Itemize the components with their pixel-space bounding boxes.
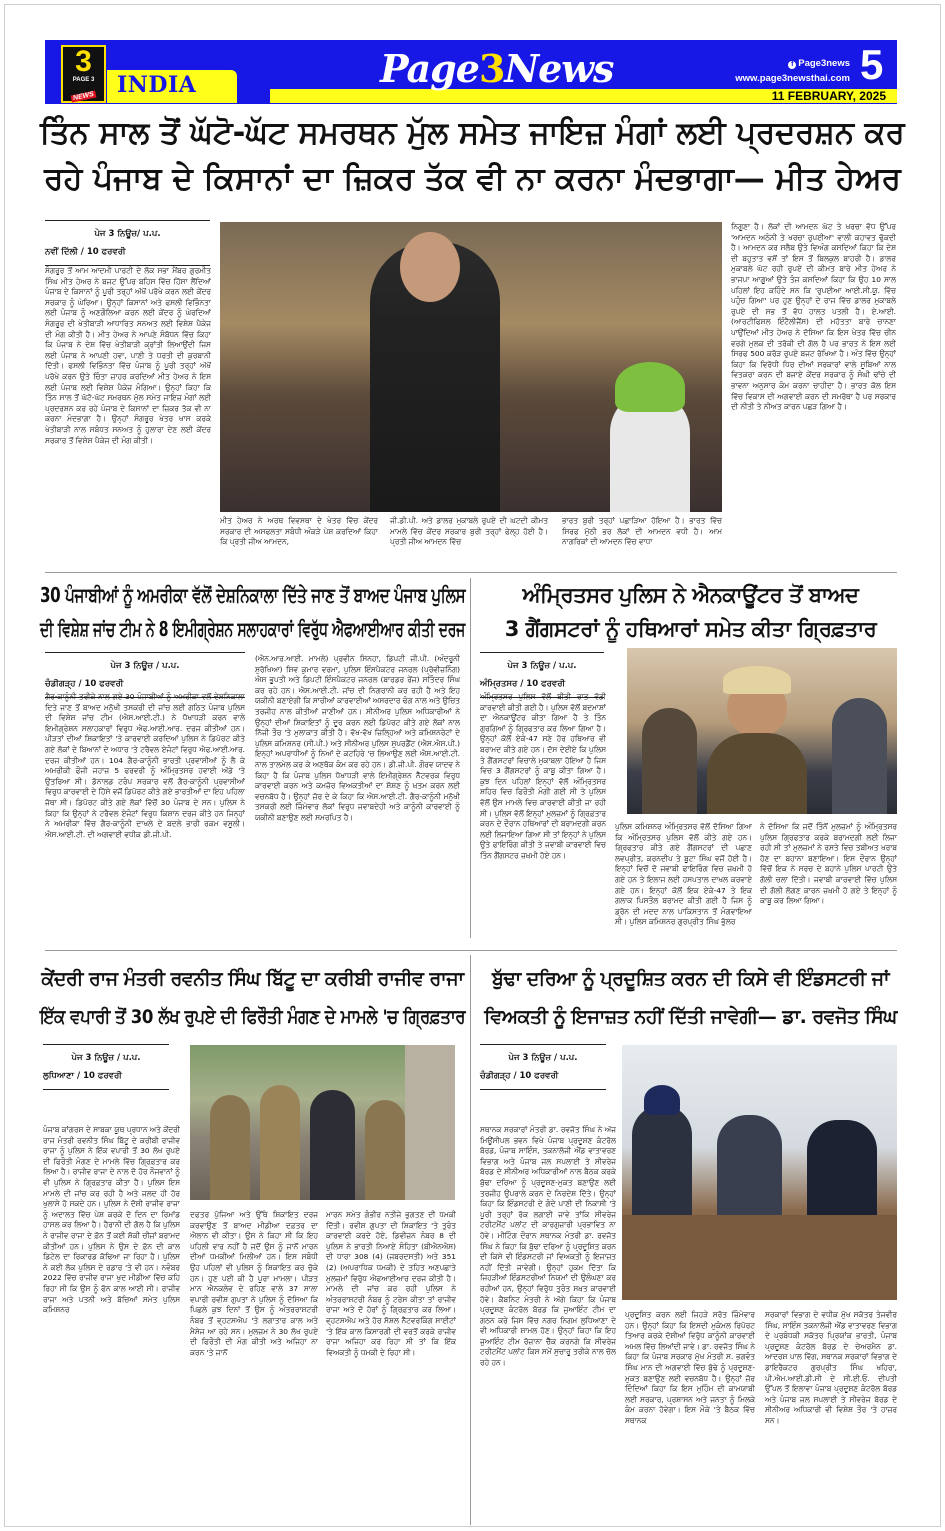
photo-mp-speaking-in-parliament	[220, 222, 722, 512]
photo-police-with-accused	[190, 1045, 455, 1200]
facebook-icon: f	[788, 61, 796, 69]
article-column: ਪੰਜਾਬ ਕਾਂਗਰਸ ਦੇ ਸਾਬਕਾ ਯੂਥ ਪ੍ਰਧਾਨ ਅਤੇ ਕੇਂਦਰੀ ਰਾਜ ਮੰਤਰੀ ਰਵਨੀਤ ਸਿੰਘ ਬਿੱਟੂ ਦੇ ਕਰੀਬੀ ਰਾਜੀਵ ਰਾਜਾ ਨੂੰ ਪੁਲਿਸ ਨੇ ਇੱਕ ਵਪਾਰੀ ਤੋਂ 30 ਲੱਖ ਰੁਪਏ ਦੀ ਫਿਰੌਤੀ ਮੰਗਣ ਦੇ ਮਾਮਲੇ ਵਿੱਚ ਗ੍ਰਿਫ਼ਤਾਰ ਕਰ ਲਿਆ ਹੈ। ਰਾਜੀਵ ਰਾਜਾ ਦੇ ਨਾਲ ਦੋ ਹੋਰ ਨੌਜਵਾਨਾਂ ਨੂੰ ਵੀ ਪੁਲਿਸ ਨੇ ਗ੍ਰਿਫ਼ਤਾਰ ਕੀਤਾ ਹੈ। ਪੁਲਿਸ ਇਸ ਮਾਮਲੇ ਦੀ ਜਾਂਚ ਕਰ ਰਹੀ ਹੈ ਅਤੇ ਜਲਦ ਹੀ ਹੋਰ ਖੁਲਾਸੇ ਹੋ ਸਕਦੇ ਹਨ। ਪੁਲਿਸ ਨੇ ਦੋਸ਼ੀ ਰਾਜੀਵ ਰਾਜਾ ਨੂੰ ਅਦਾਲਤ ਵਿੱਚ ਪੇਸ਼ ਕਰਕੇ ਦੋ ਦਿਨ ਦਾ ਰਿਮਾਂਡ ਹਾਸਲ ਕਰ ਲਿਆ ਹੈ। ਹੈਰਾਨੀ ਦੀ ਗੱਲ ਹੈ ਕਿ ਪੁਲਿਸ ਨੇ ਰਾਜੀਵ ਰਾਜਾ ਦੇ ਫ਼ੋਨ ਤੋਂ ਕਈ ਸ਼ੱਕੀ ਚੀਜ਼ਾਂ ਬਰਾਮਦ ਕੀਤੀਆਂ ਹਨ। ਪੁਲਿਸ ਨੇ ਉਸ ਦੇ ਫ਼ੋਨ ਦੀ ਕਾਲ ਡਿਟੇਲ ਦਾ ਰਿਕਾਰਡ ਕੱਢਿਆ ਜਾ ਰਿਹਾ ਹੈ। ਪੁਲਿਸ ਨੇ ਕਈ ਲੋਕ ਪੁਲਿਸ ਦੇ ਰਡਾਰ 'ਤੇ ਵੀ ਹਨ। ਨਵੰਬਰ 2022 ਵਿੱਚ ਰਾਜੀਵ ਰਾਜਾ ਖੁਦ ਮੀਡੀਆ ਵਿੱਚ ਕਹਿ ਰਿਹਾ ਸੀ ਕਿ ਉਸ ਨੂੰ ਫੋਨ ਕਾਲ ਆਈ ਸੀ। ਰਾਜੀਵ ਰਾਜਾ ਅਤੇ ਪਤਨੀ ਅਤੇ ਬੱਚਿਆਂ ਸਮੇਤ ਪੁਲਿਸ ਕਮਿਸ਼ਨਰ	[43, 1125, 180, 1315]
article-column: ਮਾਰਨ ਸਮੇਤ ਗੰਭੀਰ ਨਤੀਜੇ ਭੁਗਤਣ ਦੀ ਧਮਕੀ ਦਿੱਤੀ। ਰਵੀਸ਼ ਗੁਪਤਾ ਦੀ ਸ਼ਿਕਾਇਤ 'ਤੇ ਤੁਰੰਤ ਕਾਰਵਾਈ ਕਰਦੇ ਹੋਏ, ਡਿਵੀਜ਼ਨ ਨੰਬਰ 8 ਦੀ ਪੁਲਿਸ ਨੇ ਭਾਰਤੀ ਨਿਆਏ ਸੰਹਿਤਾ (ਬੀਐਨਐਸ) ਦੀ ਧਾਰਾ 308 (4) (ਜਬਰਦਸਤੀ) ਅਤੇ 351 (2) (ਅਪਰਾਧਿਕ ਧਮਕੀ) ਦੇ ਤਹਿਤ ਅਣਪਛਾਤੇ ਮੁਲਜ਼ਮਾਂ ਵਿਰੁੱਧ ਐਫਆਈਆਰ ਦਰਜ ਕੀਤੀ ਹੈ। ਮਾਮਲੇ ਦੀ ਜਾਂਚ ਕਰ ਰਹੀ ਪੁਲਿਸ ਨੇ ਅੰਤਰਰਾਸ਼ਟਰੀ ਨੰਬਰ ਨੂੰ ਟਰੇਸ ਕੀਤਾ ਤਾਂ ਰਾਜੀਵ ਰਾਜਾ ਅਤੇ ਦੋ ਹੋਰਾਂ ਨੂੰ ਗ੍ਰਿਫ਼ਤਾਰ ਕਰ ਲਿਆ। ਵ੍ਹਟਸਐਪ ਅਤੇ ਹੋਰ ਸੋਸ਼ਲ ਨੈੱਟਵਰਕਿੰਗ ਸਾਈਟਾਂ 'ਤੇ ਇੱਕ ਕਾਲ ਕਿਸਾਰਗੀ ਦੀ ਵਰਤੋਂ ਕਰਕੇ ਰਾਜੀਵ ਰਾਜਾ ਅਜਿਹਾ ਕਰ ਰਿਹਾ ਸੀ ਤਾਂ ਕਿ ਇੱਕ ਵਿਅਕਤੀ ਨੂੰ ਧਮਕੀ ਦੇ ਰਿਹਾ ਸੀ।	[326, 1210, 456, 1357]
byline: ਪੇਜ 3 ਨਿਊਜ਼ / ਪ.ਪ. ਅੰਮ੍ਰਿਤਸਰ / 10 ਫਰਵਰੀ	[480, 652, 604, 698]
photo-minister-meeting	[622, 1045, 897, 1300]
social-links	[700, 56, 850, 86]
byline: ਪੇਜ 3 ਨਿਊਜ਼/ ਪ.ਪ. ਨਵੀਂ ਦਿੱਲੀ / 10 ਫਰਵਰੀ	[45, 220, 210, 266]
article-column: ਨੇ ਦੱਸਿਆ ਕਿ ਜਦੋਂ ਤਿੰਨੋਂ ਮੁਲਜ਼ਮਾਂ ਨੂੰ ਅੰਮ੍ਰਿਤਸਰ ਪੁਲਿਸ ਗ੍ਰਿਫਤਾਰ ਕਰਕੇ ਬਰਾਮਦਗੀ ਲਈ ਲਿਜਾ ਰਹੀ ਸੀ ਤਾਂ ਮੁਲਜ਼ਮਾਂ ਨੇ ਰਸਤੇ ਵਿਚ ਤਬੀਅਤ ਖਰਾਬ ਹੋਣ ਦਾ ਬਹਾਨਾ ਬਣਾਇਆ। ਇਸ ਦੌਰਾਨ ਉਨ੍ਹਾਂ ਵਿੱਚੋਂ ਇਕ ਨੇ ਸਰਚ ਦੇ ਬਹਾਨੇ ਪੁਲਿਸ ਪਾਰਟੀ ਉਤੇ ਗੋਲੀ ਚਲਾ ਦਿੱਤੀ। ਜਵਾਬੀ ਕਾਰਵਾਈ ਵਿੱਚ ਪੁਲਿਸ ਦੀ ਗੋਲੀ ਲੱਗਣ ਕਾਰਨ ਜ਼ਖ਼ਮੀ ਹੋ ਗਏ ਤੇ ਇਨ੍ਹਾਂ ਨੂੰ ਕਾਬੂ ਕਰ ਲਿਆ ਗਿਆ।	[760, 822, 897, 906]
article-column: (ਐਨ.ਆਰ.ਆਈ. ਮਾਮਲੇ) ਪ੍ਰਵੀਨ ਸਿਨਹਾ, ਡਿਪਟੀ ਜੀ.ਪੀ. (ਅੰਦਰੂਨੀ ਸੁਰੱਖਿਆ) ਸ਼ਿਵ ਕੁਮਾਰ ਵਰਮਾ, ਪੁਲਿਸ ਇੰਸਪੈਕਟਰ ਜਨਰਲ (ਪ੍ਰੋਵੀਜ਼ਨਿੰਗ) ਐਸ ਭੂਪਤੀ ਅਤੇ ਡਿਪਟੀ ਇੰਸਪੈਕਟਰ ਜਨਰਲ (ਬਾਰਡਰ ਰੇਂਜ) ਸਤਿੰਦਰ ਸਿੰਘ ਕਰ ਰਹੇ ਹਨ। ਐਸ.ਆਈ.ਟੀ. ਜਾਂਚ ਦੀ ਨਿਗਰਾਨੀ ਕਰ ਰਹੀ ਹੈ ਅਤੇ ਇਹ ਯਕੀਨੀ ਬਣਾਏਗੀ ਕਿ ਸਾਰੀਆਂ ਕਾਰਵਾਈਆਂ ਅਸਰਦਾਰ ਢੰਗ ਨਾਲ ਅਤੇ ਉਚਿਤ ਤਰਜੀਹ ਨਾਲ ਕੀਤੀਆਂ ਜਾਣੀਆਂ ਹਨ। ਸੀਨੀਅਰ ਪੁਲਿਸ ਅਧਿਕਾਰੀਆਂ ਨੇ ਉਨ੍ਹਾਂ ਦੀਆਂ ਸ਼ਿਕਾਇਤਾਂ ਨੂੰ ਦੂਰ ਕਰਨ ਲਈ ਡਿਪੋਰਟ ਕੀਤੇ ਗਏ ਲੋਕਾਂ ਨਾਲ ਨਿੱਜੀ ਤੌਰ 'ਤੇ ਮੁਲਾਕਾਤ ਕੀਤੀ ਹੈ। ਵੱਖ-ਵੱਖ ਜ਼ਿਲ੍ਹਿਆਂ ਅਤੇ ਕਮਿਸ਼ਨਰੇਟਾਂ ਦੇ ਪੁਲਿਸ ਕਮਿਸ਼ਨਰ (ਸੀ.ਪੀ.) ਅਤੇ ਸੀਨੀਅਰ ਪੁਲਿਸ ਸੁਪਰਡੈਂਟ (ਐਸ.ਐਸ.ਪੀ.) ਇਨ੍ਹਾਂ ਅਪਰਾਧੀਆਂ ਨੂੰ ਨਿਆਂ ਦੇ ਕਟਹਿਰੇ 'ਚ ਲਿਆਉਣ ਲਈ ਐਸ.ਆਈ.ਟੀ. ਨਾਲ ਤਾਲਮੇਲ ਕਰ ਕੇ ਅਣਥੱਕ ਕੰਮ ਕਰ ਰਹੇ ਹਨ। ਡੀ.ਜੀ.ਪੀ. ਗੌਰਵ ਯਾਦਵ ਨੇ ਕਿਹਾ ਹੈ ਕਿ ਪੰਜਾਬ ਪੁਲਿਸ ਧੋਖਾਧੜੀ ਵਾਲੇ ਇਮੀਗ੍ਰੇਸ਼ਨ ਨੈੱਟਵਰਕ ਵਿਰੁਧ ਕਾਰਵਾਈ ਕਰਨ ਅਤੇ ਕਮਜ਼ੋਰ ਵਿਅਕਤੀਆਂ ਦਾ ਸ਼ੋਸ਼ਣ ਨੂੰ ਖ਼ਤਮ ਕਰਨ ਲਈ ਵਚਨਬੱਧ ਹੈ। ਉਨ੍ਹਾਂ ਜ਼ੋਰ ਦੇ ਕੇ ਕਿਹਾ ਕਿ ਐਸ.ਆਈ.ਟੀ. ਗੈਰ-ਕਾਨੂੰਨੀ ਮਨੁੱਖੀ ਤਸਕਰੀ ਲਈ ਜ਼ਿੰਮੇਵਾਰ ਲੋਕਾਂ ਵਿਰੁਧ ਜਵਾਬਦੇਹੀ ਅਤੇ ਕਾਨੂੰਨੀ ਕਾਰਵਾਈ ਨੂੰ ਯਕੀਨੀ ਬਣਾਉਣ ਲਈ ਸਮਰਪਿਤ ਹੈ।	[255, 654, 460, 822]
lead-headline: ਤਿੰਨ ਸਾਲ ਤੋਂ ਘੱਟੋ-ਘੱਟ ਸਮਰਥਨ ਮੁੱਲ ਸਮੇਤ ਜਾਇਜ਼ ਮੰਗਾਂ ਲਈ ਪ੍ਰਦਰਸ਼ਨ ਕਰ ਰਹੇ ਪੰਜਾਬ ਦੇ ਕਿਸਾਨਾਂ ਦਾ ਜ਼ਿਕਰ ਤੱਕ ਵੀ ਨਾ ਕਰਨਾ ਮੰਦਭਾਗਾ— ਮੀਤ ਹੇਅਰ	[40, 110, 905, 202]
facebook-link[interactable]: f Page3news	[700, 56, 850, 71]
caption-column: ਭਾਰਤ ਬੁਰੀ ਤਰ੍ਹਾਂ ਪਛਾੜਿਆ ਹੋਇਆ ਹੈ। ਭਾਰਤ ਵਿੱਚ ਸਿਰਫ ਮੁੱਠੀ ਭਰ ਲੋਕਾਂ ਦੀ ਆਮਦਨ ਵਧੀ ਹੈ। ਆਮ ਨਾਗਰਿਕਾਂ ਦੀ ਆਮਦਨ ਵਿੱਚ ਵਾਧਾ	[562, 516, 722, 547]
divider	[470, 578, 471, 938]
headline-rajiv-raja-arrest: ਕੇਂਦਰੀ ਰਾਜ ਮੰਤਰੀ ਰਵਨੀਤ ਸਿੰਘ ਬਿੱਟੂ ਦਾ ਕਰੀਬੀ ਰਾਜੀਵ ਰਾਜਾ ਇੱਕ ਵਪਾਰੀ ਤੋਂ 30 ਲੱਖ ਰੁਪਏ ਦੀ ਫਿਰੌਤੀ ਮੰਗਣ ਦੇ ਮਾਮਲੇ 'ਚ ਗ੍ਰਿਫ਼ਤਾਰ	[40, 960, 465, 1036]
divider	[470, 955, 471, 1525]
article-column: ਸਰਕਾਰਾਂ ਵਿਭਾਗ ਦੇ ਵਧੀਕ ਮੁੱਖ ਸਕੱਤਰ ਤੇਜਵੀਰ ਸਿੰਘ, ਸਾਇੰਸ ਤਕਨਾਲੋਜੀ ਐਂਡ ਵਾਤਾਵਰਣ ਵਿਭਾਗ ਦੇ ਪ੍ਰਬੰਧਕੀ ਸਕੱਤਰ ਪ੍ਰਿਯਾਂਕ ਭਾਰਤੀ, ਪੰਜਾਬ ਪ੍ਰਦੂਸ਼ਣ ਕੰਟਰੋਲ ਬੋਰਡ ਦੇ ਚੇਅਰਮੈਨ ਡਾ. ਆਦਰਸ਼ ਪਾਲ ਵਿੱਗ, ਸਥਾਨਕ ਸਰਕਾਰਾਂ ਵਿਭਾਗ ਦੇ ਡਾਇਰੈਕਟਰ ਗੁਰਪ੍ਰੀਤ ਸਿੰਘ ਖਹਿਰਾ, ਪੀ.ਐਮ.ਆਈ.ਡੀ.ਸੀ ਦੇ ਸੀ.ਈ.ਓ. ਦੀਪਤੀ ਉੱਪਲ ਤੋਂ ਇਲਾਵਾ ਪੰਜਾਬ ਪ੍ਰਦੂਸ਼ਣ ਕੰਟਰੋਲ ਬੋਰਡ ਅਤੇ ਪੰਜਾਬ ਜਲ ਸਪਲਾਈ ਤੇ ਸੀਵਰੇਜ ਬੋਰਡ ਦੇ ਸੀਨੀਅਰ ਅਧਿਕਾਰੀ ਵੀ ਵਿਸ਼ੇਸ਼ ਤੌਰ 'ਤੇ ਹਾਜ਼ਰ ਸਨ।	[765, 1310, 897, 1425]
article-column: ਸੰਗਰੂਰ ਤੋਂ ਆਮ ਆਦਮੀ ਪਾਰਟੀ ਦੇ ਲੋਕ ਸਭਾ ਮੈਂਬਰ ਗੁਰਮੀਤ ਸਿੰਘ ਮੀਤ ਹੇਅਰ ਨੇ ਬਜਟ ਉੱਪਰ ਬਹਿਸ ਵਿੱਚ ਹਿੱਸਾ ਲੈਂਦਿਆਂ ਪੰਜਾਬ ਦੇ ਕਿਸਾਨਾਂ ਨੂੰ ਪੂਰੀ ਤਰ੍ਹਾਂ ਅੱਖੋਂ ਪਰੋਖੇ ਕਰਨ ਲਈ ਕੇਂਦਰ ਸਰਕਾਰ ਨੂੰ ਘੇਰਿਆ। ਉਨ੍ਹਾਂ ਕਿਸਾਨਾਂ ਅਤੇ ਫਸਲੀ ਵਿਭਿੰਨਤਾ ਲਈ ਪੰਜਾਬ ਨੂੰ ਅਣਗੌਲਿਆ ਕਰਨ ਲਈ ਕੇਂਦਰ ਨੂੰ ਘੇਰਦਿਆਂ ਸੰਗਰੂਰ ਦੀ ਖੇਤੀਬਾੜੀ ਆਧਾਰਿਤ ਸਨਅਤ ਲਈ ਵਿਸ਼ੇਸ਼ ਪੈਕੇਜ ਦੀ ਮੰਗ ਕੀਤੀ ਹੈ। ਮੀਤ ਹੇਅਰ ਨੇ ਆਪਣੇ ਸੰਬੋਧਨ ਵਿੱਚ ਕਿਹਾ ਕਿ ਪੰਜਾਬ ਨੇ ਦੇਸ਼ ਵਿੱਚ ਖੇਤੀਬਾੜੀ ਕ੍ਰਾਂਤੀ ਲਿਆਉਂਦੀ ਜਿਸ ਲਈ ਪੰਜਾਬ ਨੇ ਆਪਣੀ ਹਵਾ, ਪਾਣੀ ਤੇ ਧਰਤੀ ਦੀ ਕੁਰਬਾਨੀ ਦਿੱਤੀ। ਫਸਲੀ ਵਿਭਿੰਨਤਾ ਵਿੱਚ ਪੰਜਾਬ ਨੂੰ ਪੂਰੀ ਤਰ੍ਹਾਂ ਅੱਖੋਂ ਪਰੋਖੇ ਕਰਨ ਉਤੇ ਚਿੰਤਾ ਜ਼ਾਹਰ ਕਰਦਿਆਂ ਮੀਤ ਹੇਅਰ ਨੇ ਇਸ ਲਈ ਪੰਜਾਬ ਲਈ ਵਿਸ਼ੇਸ਼ ਪੈਕੇਜ ਮੰਗਿਆ। ਉਨ੍ਹਾਂ ਕਿਹਾ ਕਿ ਤਿੰਨ ਸਾਲ ਤੋਂ ਘੱਟੋ-ਘੱਟ ਸਮਰਥਨ ਮੁੱਲ ਸਮੇਤ ਜਾਇਜ਼ ਮੰਗਾਂ ਲਈ ਪ੍ਰਦਰਸ਼ਨ ਕਰ ਰਹੇ ਪੰਜਾਬ ਦੇ ਕਿਸਾਨਾਂ ਦਾ ਜ਼ਿਕਰ ਤੱਕ ਵੀ ਨਾ ਕਰਨਾ ਮੰਦਭਾਗਾ ਹੈ। ਉਨ੍ਹਾਂ ਸੰਗਰੂਰ ਖੇਤਰ ਖਾਸ ਕਰਕੇ ਖੇਤੀਬਾੜੀ ਨਾਲ ਸਬੰਧਤ ਸਨਅਤ ਨੂੰ ਹੁਲਾਰਾ ਦੇਣ ਲਈ ਕੇਂਦਰ ਸਰਕਾਰ ਤੋਂ ਵਿਸ਼ੇਸ਼ ਪੈਕੇਜ ਦੀ ਮੰਗ ਕੀਤੀ।	[45, 266, 211, 445]
caption-column: ਜੀ.ਡੀ.ਪੀ. ਅਤੇ ਡਾਲਰ ਮੁਕਾਬਲੇ ਰੁਪਏ ਦੀ ਘਟਦੀ ਕੀਮਤ ਮਾਮਲੇ ਵਿੱਚ ਕੇਂਦਰ ਸਰਕਾਰ ਬੁਰੀ ਤਰ੍ਹਾਂ ਫੇਲ੍ਹ ਹੋਈ ਹੈ। ਪ੍ਰਤੀ ਜੀਅ ਆਮਦਨ ਵਿੱਚ	[390, 516, 548, 547]
byline: ਪੇਜ 3 ਨਿਊਜ਼ / ਪ.ਪ. ਚੰਡੀਗੜ੍ਹ / 10 ਫਰਵਰੀ	[45, 652, 245, 698]
byline: ਪੇਜ 3 ਨਿਊਜ਼ / ਪ.ਪ. ਚੰਡੀਗੜ੍ਹ / 10 ਫਰਵਰੀ	[480, 1044, 606, 1090]
headline-buddha-dariya: ਬੁੱਢਾ ਦਰਿਆ ਨੂੰ ਪ੍ਰਦੂਸ਼ਿਤ ਕਰਨ ਦੀ ਕਿਸੇ ਵੀ ਇੰਡਸਟਰੀ ਜਾਂ ਵਿਅਕਤੀ ਨੂੰ ਇਜਾਜ਼ਤ ਨਹੀਂ ਦਿੱਤੀ ਜਾਵੇਗੀ— ਡਾ. ਰਵਜੋਤ ਸਿੰਘ	[478, 960, 903, 1036]
headline-amritsar-encounter: ਅੰਮ੍ਰਿਤਸਰ ਪੁਲਿਸ ਨੇ ਐਨਕਾਊਂਟਰ ਤੋਂ ਬਾਅਦ 3 ਗੈਂਗਸਟਰਾਂ ਨੂੰ ਹਥਿਆਰਾਂ ਸਮੇਤ ਕੀਤਾ ਗ੍ਰਿਫ਼ਤਾਰ	[478, 578, 903, 646]
divider	[45, 950, 897, 951]
newspaper-brand: Page3News	[380, 46, 614, 91]
photo-police-press-conference	[627, 648, 897, 814]
byline: ਪੇਜ 3 ਨਿਊਜ਼ / ਪ.ਪ. ਲੁਧਿਆਣਾ / 10 ਫਰਵਰੀ	[43, 1044, 169, 1090]
divider	[45, 572, 897, 573]
website-link[interactable]: www.page3newsthai.com	[735, 73, 850, 84]
headline-deportation-sit: 30 ਪੰਜਾਬੀਆਂ ਨੂੰ ਅਮਰੀਕਾ ਵੱਲੋਂ ਦੇਸ਼ਨਿਕਾਲਾ ਦਿੱਤੇ ਜਾਣ ਤੋਂ ਬਾਅਦ ਪੰਜਾਬ ਪੁਲਿਸ ਦੀ ਵਿਸ਼ੇਸ਼ ਜਾਂਚ ਟੀਮ ਨੇ 8 ਇਮੀਗ੍ਰੇਸ਼ਨ ਸਲਾਹਕਾਰਾਂ ਵਿਰੁੱਧ ਐਫਆਈਆਰ ਕੀਤੀ ਦਰਜ	[40, 578, 465, 646]
edition-label: INDIA	[117, 72, 197, 98]
page3-logo: 3 PAGE 3 NEWS	[61, 45, 106, 103]
article-column: ਦਫਤਰ ਪੁੱਜਿਆ ਅਤੇ ਉੱਥੇ ਸ਼ਿਕਾਇਤ ਦਰਜ ਕਰਵਾਉਣ ਤੋਂ ਬਾਅਦ ਮੀਡੀਆ ਦਫ਼ਤਰ ਦਾ ਐਲਾਨ ਵੀ ਕੀਤਾ। ਉਸ ਨੇ ਕਿਹਾ ਸੀ ਕਿ ਇਹ ਪਹਿਲੀ ਵਾਰ ਨਹੀਂ ਹੈ ਜਦੋਂ ਉਸ ਨੂੰ ਜਾਨੋਂ ਮਾਰਨ ਦੀਆਂ ਧਮਕੀਆਂ ਮਿਲੀਆਂ ਹਨ। ਇਸ ਸਬੰਧੀ ਉਹ ਪਹਿਲਾਂ ਵੀ ਪੁਲਿਸ ਨੂੰ ਸ਼ਿਕਾਇਤ ਕਰ ਚੁੱਕੇ ਹਨ। ਹੁਣ ਪਈ ਕੀ ਹੈ ਪੂਰਾ ਮਾਮਲਾ। ਪੀੜਤ ਮਾਨ ਐਨਕਲੇਵ ਦੇ ਰਹਿਣ ਵਾਲੇ 37 ਸਾਲਾ ਵਪਾਰੀ ਰਵੀਸ਼ ਗੁਪਤਾ ਨੇ ਪੁਲਿਸ ਨੂੰ ਦੱਸਿਆ ਕਿ ਪਿਛਲੇ ਕੁਝ ਦਿਨਾਂ ਤੋਂ ਉਸ ਨੂੰ ਅੰਤਰਰਾਸ਼ਟਰੀ ਨੰਬਰ ਤੋਂ ਵ੍ਹਟਸਐਪ 'ਤੇ ਲਗਾਤਾਰ ਕਾਲ ਅਤੇ ਮੈਸੇਜ ਆ ਰਹੇ ਸਨ। ਮੁਲਜ਼ਮ ਨੇ 30 ਲੱਖ ਰੁਪਏ ਦੀ ਫਿਰੌਤੀ ਦੀ ਮੰਗ ਕੀਤੀ ਅਤੇ ਅਜਿਹਾ ਨਾ ਕਰਨ 'ਤੇ ਜਾਨੋਂ	[190, 1210, 318, 1357]
article-column: ਗੈਰ-ਕਾਨੂੰਨੀ ਤਰੀਕੇ ਨਾਲ ਗਏ 30 ਪੰਜਾਬੀਆਂ ਨੂੰ ਅਮਰੀਕਾ ਵਲੋਂ ਦੇਸ਼ਨਿਕਾਲਾ ਦਿਤੇ ਜਾਣ ਤੋਂ ਬਾਅਦ ਮਨੁੱਖੀ ਤਸਕਰੀ ਦੀ ਜਾਂਚ ਲਈ ਗਠਿਤ ਪੰਜਾਬ ਪੁਲਿਸ ਦੀ ਵਿਸ਼ੇਸ਼ ਜਾਂਚ ਟੀਮ (ਐਸ.ਆਈ.ਟੀ.) ਨੇ ਧੋਖਾਧੜੀ ਕਰਨ ਵਾਲੇ ਇਮੀਗ੍ਰੇਸ਼ਨ ਸਲਾਹਕਾਰਾਂ ਵਿਰੁਧ ਐਫ.ਆਈ.ਆਰ. ਦਰਜ ਕੀਤੀਆਂ ਹਨ। ਪੀੜਤਾਂ ਦੀਆਂ ਸ਼ਿਕਾਇਤਾਂ 'ਤੇ ਕਾਰਵਾਈ ਕਰਦਿਆਂ ਪੁਲਿਸ ਨੇ ਡਿਪੋਰਟ ਕੀਤੇ ਗਏ ਲੋਕਾਂ ਦੇ ਬਿਆਨਾਂ ਦੇ ਅਧਾਰ 'ਤੇ ਟਰੈਵਲ ਏਜੰਟਾਂ ਵਿਰੁਧ ਐਫ.ਆਈ.ਆਰ. ਦਰਜ ਕੀਤੀਆਂ ਹਨ। 104 ਗੈਰ-ਕਾਨੂੰਨੀ ਭਾਰਤੀ ਪ੍ਰਵਾਸੀਆਂ ਨੂੰ ਲੈ ਕੇ ਅਮਰੀਕੀ ਫੌਜੀ ਜਹਾਜ਼ 5 ਫਰਵਰੀ ਨੂੰ ਅੰਮ੍ਰਿਤਸਰ ਹਵਾਈ ਅੱਡੇ 'ਤੇ ਉਤਰਿਆ ਸੀ। ਡੋਨਾਲਡ ਟਰੰਪ ਸਰਕਾਰ ਵਲੋਂ ਗੈਰ-ਕਾਨੂੰਨੀ ਪ੍ਰਵਾਸੀਆਂ ਵਿਰੁਧ ਕਾਰਵਾਈ ਦੇ ਹਿੱਸੇ ਵਜੋਂ ਡਿਪੋਰਟ ਕੀਤੇ ਗਏ ਭਾਰਤੀਆਂ ਦਾ ਇਹ ਪਹਿਲਾ ਜੱਥਾ ਸੀ। ਡਿਪੋਰਟ ਕੀਤੇ ਗਏ ਲੋਕਾਂ ਵਿੱਚੋਂ 30 ਪੰਜਾਬ ਦੇ ਸਨ। ਪੁਲਿਸ ਨੇ ਕਿਹਾ ਕਿ ਉਨ੍ਹਾਂ ਨੇ ਟਰੈਵਲ ਏਜੰਟਾਂ ਵਿਰੁਧ ਕਿਸ਼ਾਨ ਦਰਜ ਕੀਤੇ ਹਨ ਜਿਨ੍ਹਾਂ ਨੇ ਅਮਰੀਕਾ ਵਿੱਚ ਗੈਰ-ਕਾਨੂੰਨੀ ਦਾਖਲੇ ਦੇ ਬਦਲੇ ਭਾਰੀ ਰਕਮ ਵਸੂਲੀ। ਐਸ.ਆਈ.ਟੀ. ਦੀ ਅਗਵਾਈ ਵਧੀਕ ਡੀ.ਜੀ.ਪੀ.	[45, 692, 245, 839]
article-column: ਪੁਲਿਸ ਕਮਿਸ਼ਨਰ ਅੰਮ੍ਰਿਤਸਰ ਵੱਲੋਂ ਦੱਸਿਆ ਗਿਆ ਕਿ ਅੰਮ੍ਰਿਤਸਰ ਪੁਲਿਸ ਵੱਲੋਂ ਕੀਤੇ ਗਏ ਹਨ। ਗ੍ਰਿਫਤਾਰ ਕੀਤੇ ਗਏ ਗੈਂਗਸਟਰਾਂ ਦੀ ਪਛਾਣ ਲਵਪ੍ਰੀਤ, ਕਰਨਦੀਪ ਤੇ ਬੂਟਾ ਸਿੰਘ ਵਜੋਂ ਹੋਈ ਹੈ। ਇਨ੍ਹਾਂ ਵਿਚੋਂ ਦੋ ਜਵਾਬੀ ਫਾਇਰਿੰਗ ਵਿਚ ਜ਼ਖ਼ਮੀ ਹੋ ਗਏ ਹਨ ਤੇ ਇਲਾਜ ਲਈ ਹਸਪਤਾਲ ਦਾਖਲ ਕਰਵਾਏ ਗਏ ਹਨ। ਇਨ੍ਹਾਂ ਕੋਲੋਂ ਇਕ ਏਕੇ-47 ਤੇ ਇਕ ਗਲਾਕ ਪਿਸਤੌਲ ਬਰਾਮਦ ਕੀਤੀ ਗਈ ਹੈ ਜਿਸ ਨੂੰ ਡ੍ਰੋਨ ਦੀ ਮਦਦ ਨਾਲ ਪਾਕਿਸਤਾਨ ਤੋਂ ਮੰਗਵਾਇਆ ਸੀ। ਪੁਲਿਸ ਕਮਿਸ਼ਨਰ ਗੁਰਪ੍ਰੀਤ ਸਿੰਘ ਭੁੱਲਰ	[615, 822, 752, 927]
article-column: ਸਥਾਨਕ ਸਰਕਾਰਾਂ ਮੰਤਰੀ ਡਾ. ਰਵਜੋਤ ਸਿੰਘ ਨੇ ਅੱਜ ਮਿਊਂਸੀਪਲ ਭਵਨ ਵਿਖੇ ਪੰਜਾਬ ਪ੍ਰਦੂਸ਼ਣ ਕੰਟਰੋਲ ਬੋਰਡ, ਪੰਜਾਬ ਸਾਇੰਸ, ਤਕਨਾਲੋਜੀ ਐਂਡ ਵਾਤਾਵਰਣ ਵਿਭਾਗ ਅਤੇ ਪੰਜਾਬ ਜਲ ਸਪਲਾਈ ਤੇ ਸੀਵਰੇਜ ਬੋਰਡ ਦੇ ਸੀਨੀਅਰ ਅਧਿਕਾਰੀਆਂ ਨਾਲ ਬੈਠਕ ਕਰਕੇ ਬੁੱਢਾ ਦਰਿਆ ਨੂੰ ਪ੍ਰਦੂਸ਼ਣ-ਮੁਕਤ ਬਣਾਉਣ ਲਈ ਤਰਜੀਹ ਉਪਰਾਲੇ ਕਰਨ ਦੇ ਨਿਰਦੇਸ਼ ਦਿੱਤੇ। ਉਨ੍ਹਾਂ ਕਿਹਾ ਕਿ ਇੰਡਸਟਰੀ ਦੇ ਗੰਦੇ ਪਾਣੀ ਦੀ ਨਿਕਾਸੀ 'ਤੇ ਪੂਰੀ ਤਰ੍ਹਾਂ ਰੋਕ ਲਗਾਈ ਜਾਵੇ ਤਾਂਕਿ ਸੀਵਰੇਜ ਟਰੀਟਮੈਂਟ ਪਲਾਂਟ ਦੀ ਕਾਰਗੁਜ਼ਾਰੀ ਪ੍ਰਭਾਵਿਤ ਨਾ ਹੋਵੇ। ਮੀਟਿੰਗ ਦੌਰਾਨ ਸਥਾਨਕ ਮੰਤਰੀ ਡਾ. ਰਵਜੋਤ ਸਿੰਘ ਨੇ ਕਿਹਾ ਕਿ ਬੁੱਢਾ ਦਰਿਆ ਨੂੰ ਪ੍ਰਦੂਸ਼ਿਤ ਕਰਨ ਦੀ ਕਿਸੇ ਵੀ ਇੰਡਸਟਰੀ ਜਾਂ ਵਿਅਕਤੀ ਨੂੰ ਇਜਾਜ਼ਤ ਨਹੀਂ ਦਿੱਤੀ ਜਾਵੇਗੀ। ਉਨ੍ਹਾਂ ਹੁਕਮ ਦਿੱਤਾ ਕਿ ਜਿਹੜੀਆਂ ਇੰਡਸਟਰੀਆਂ ਨਿਯਮਾਂ ਦੀ ਉਲੰਘਣਾ ਕਰ ਰਹੀਆਂ ਹਨ, ਉਨ੍ਹਾਂ ਵਿਰੁੱਧ ਤੁਰੰਤ ਸਖ਼ਤ ਕਾਰਵਾਈ ਹੋਵੇ। ਕੈਬਨਿਟ ਮੰਤਰੀ ਨੇ ਅੱਗੇ ਕਿਹਾ ਕਿ ਪੰਜਾਬ ਪ੍ਰਦੂਸ਼ਣ ਕੰਟਰੋਲ ਬੋਰਡ ਕਿ ਜੁਆਇੰਟ ਟੀਮ ਦਾ ਗਠਨ ਕਰੇ ਜਿਸ ਵਿੱਚ ਨਗਰ ਨਿਗਮ ਲੁਧਿਆਣਾ ਦੇ ਵੀ ਅਧਿਕਾਰੀ ਸ਼ਾਮਲ ਹੋਣ। ਉਨ੍ਹਾਂ ਕਿਹਾ ਕਿ ਇਹ ਜੁਆਇੰਟ ਟੀਮ ਰੋਜ਼ਾਨਾ ਚੈੱਕ ਕਰਨਗੇ ਕਿ ਸੀਵਰੇਜ ਟਰੀਟਮੈਂਟ ਪਲਾਂਟ ਕਿਸ ਸਮੇਂ ਸੁਚਾਰੂ ਤਰੀਕੇ ਨਾਲ ਚੱਲ ਰਹੇ ਹਨ।	[480, 1125, 616, 1368]
article-column: ਅੰਮ੍ਰਿਤਸਰ ਪੁਲਿਸ ਵੱਲੋਂ ਬੀਤੀ ਰਾਤ ਵੱਡੀ ਕਾਰਵਾਈ ਕੀਤੀ ਗਈ ਹੈ। ਪੁਲਿਸ ਵੱਲੋਂ ਬਦਮਾਸ਼ਾਂ ਦਾ ਐਨਕਾਊਂਟਰ ਕੀਤਾ ਗਿਆ ਹੈ ਤੇ ਤਿੰਨ ਗੁਰਗਿਆਂ ਨੂੰ ਗ੍ਰਿਫਤਾਰ ਕਰ ਲਿਆ ਗਿਆ ਹੈ। ਉਨ੍ਹਾਂ ਕੋਲੋਂ ਏਕੇ-47 ਸਣੇ ਹੋਰ ਹਥਿਆਰ ਵੀ ਬਰਾਮਦ ਕੀਤੇ ਗਏ ਹਨ। ਦੱਸ ਦੇਈਏ ਕਿ ਪੁਲਿਸ ਤੇ ਗੈਂਗਸਟਰਾਂ ਵਿਚਾਲੇ ਮੁਕਾਬਲਾ ਹੋਇਆ ਹੈ ਜਿਸ ਵਿਚ 3 ਗੈਂਗਸਟਰਾਂ ਨੂੰ ਕਾਬੂ ਕੀਤਾ ਗਿਆ ਹੈ। ਕੁਝ ਦਿਨ ਪਹਿਲਾਂ ਇਨ੍ਹਾਂ ਵੱਲੋਂ ਅੰਮ੍ਰਿਤਸਰ ਸ਼ਹਿਰ ਵਿਚ ਫਿਰੌਤੀ ਮੰਗੀ ਗਈ ਸੀ ਤੇ ਪੁਲਿਸ ਵੱਲੋਂ ਉਸ ਮਾਮਲੇ ਵਿਚ ਕਾਰਵਾਈ ਕੀਤੀ ਜਾ ਰਹੀ ਸੀ। ਪੁਲਿਸ ਵੱਲੋਂ ਇਨ੍ਹਾਂ ਮੁਲਜ਼ਮਾਂ ਨੂੰ ਗ੍ਰਿਫ਼ਤਾਰ ਕਰਨ ਦੇ ਦੌਰਾਨ ਹਥਿਆਰਾਂ ਦੀ ਬਰਾਮਦਗੀ ਕਰਨ ਲਈ ਲਿਜਾਇਆ ਗਿਆ ਸੀ ਤਾਂ ਇਨ੍ਹਾਂ ਨੇ ਪੁਲਿਸ ਉਤੇ ਫਾਇਰਿੰਗ ਕੀਤੀ ਤੇ ਜਵਾਬੀ ਕਾਰਵਾਈ ਵਿਚ ਤਿੰਨ ਗੈਂਗਸਟਰ ਜ਼ਖ਼ਮੀ ਹੋਏ ਹਨ।	[480, 692, 606, 860]
article-column: ਨਿਗੂਣਾ ਹੈ। ਲੋਕਾਂ ਦੀ ਆਮਦਨ ਘੱਟ ਤੇ ਖਰਚਾ ਵੱਧ ਉੱਪਰ 'ਆਮਦਨ ਅਠੰਨੀ ਤੇ ਖਰਚਾ ਰੁਪਈਆ' ਵਾਲੀ ਕਹਾਵਤ ਢੁੱਕਦੀ ਹੈ। ਆਮਦਨ ਕਰ ਸਲੈਬ ਉਤੇ ਵਿਅੰਗ ਕਸਦਿਆਂ ਕਿਹਾ ਕਿ ਦੇਸ਼ ਦੀ ਬਹੁਤਾਤ ਵਸੋਂ ਤਾਂ ਇਸ ਤੋਂ ਬਿਲਕੁਲ ਬਾਹਰੀ ਹੈ। ਡਾਲਰ ਮੁਕਾਬਲੇ ਘੱਟ ਰਹੀ ਰੁਪਏ ਦੀ ਕੀਮਤ ਬਾਰੇ ਮੀਤ ਹੇਅਰ ਨੇ ਭਾਜਪਾ ਆਗੂਆਂ ਉਤੇ ਤੰਜ ਕਸਦਿਆਂ ਕਿਹਾ ਕਿ ਉਹ 10 ਸਾਲ ਪਹਿਲਾਂ ਇਹ ਕਹਿੰਦੇ ਸਨ ਕਿ 'ਰੁਪਈਆ ਆਈ.ਸੀ.ਯੂ. ਵਿੱਚ ਪਹੁੰਚ ਗਿਆ' ਪਰ ਹੁਣ ਉਨ੍ਹਾਂ ਦੇ ਰਾਜ ਵਿੱਚ ਡਾਲਰ ਮੁਕਾਬਲੇ ਰੁਪਏ ਦੀ ਸਭ ਤੋਂ ਵੱਧ ਹਾਲਤ ਪਤਲੀ ਹੈ। ਏ.ਆਈ. (ਆਰਟੀਫਿਸ਼ਲ ਇੰਟੈਲੀਜੈਂਸ) ਦੀ ਮਹੱਤਤਾ ਬਾਰੇ ਚਾਨਣਾ ਪਾਉਂਦਿਆਂ ਮੀਤ ਹੇਅਰ ਨੇ ਦੱਸਿਆ ਕਿ ਇਸ ਖੇਤਰ ਵਿੱਚ ਚੀਨ ਵਰਗੇ ਮੁਲਕ ਦੀ ਤਰੱਕੀ ਦੀ ਗੱਲ ਹੈ ਪਰ ਭਾਰਤ ਨੇ ਇਸ ਲਈ ਸਿਰਫ 500 ਕਰੋੜ ਰੁਪਏ ਬਜਟ ਰੱਖਿਆ ਹੈ। ਅੰਤ ਵਿੱਚ ਉਨ੍ਹਾਂ ਕਿਹਾ ਕਿ ਵਿਰੋਧੀ ਧਿਰ ਦੀਆਂ ਸਰਕਾਰਾਂ ਵਾਲੇ ਸੂਬਿਆਂ ਨਾਲ ਵਿਤਕਰਾ ਕਰਨ ਦੀ ਬਜਾਏ ਕੇਂਦਰ ਸਰਕਾਰ ਨੂੰ ਸੰਘੀ ਢਾਂਚੇ ਦੀ ਭਾਵਨਾ ਅਨੁਸਾਰ ਕੰਮ ਕਰਨਾ ਚਾਹੀਦਾ ਹੈ। ਭਾਰਤ ਕੋਲ ਇਸ ਵਿੱਚ ਵਿਕਾਸ ਦੀ ਅਗਵਾਈ ਕਰਨ ਦੀ ਸਮਰੱਥਾ ਹੈ ਪਰ ਸਰਕਾਰ ਦੀ ਨੀਤੀ ਤੇ ਨੀਅਤ ਕਾਰਨ ਪਛੜ ਗਿਆ ਹੈ।	[731, 222, 896, 412]
article-column: ਪ੍ਰਦੂਸ਼ਿਤ ਕਰਨ ਲਈ ਜਿਹੜੇ ਸਰੋਤ ਜ਼ਿੰਮੇਵਾਰ ਹਨ। ਉਨ੍ਹਾਂ ਕਿਹਾ ਕਿ ਇਸਦੀ ਮੁਕੰਮਲ ਰਿਪੋਰਟ ਤਿਆਰ ਕਰਕੇ ਦੋਸ਼ੀਆਂ ਵਿਰੁੱਧ ਕਾਨੂੰਨੀ ਕਾਰਵਾਈ ਅਮਲ ਵਿੱਚ ਲਿਆਂਦੀ ਜਾਵੇ। ਡਾ. ਰਵਜੋਤ ਸਿੰਘ ਨੇ ਕਿਹਾ ਕਿ ਪੰਜਾਬ ਸਰਕਾਰ ਮੁੱਖ ਮੰਤਰੀ ਸ. ਭਗਵੰਤ ਸਿੰਘ ਮਾਨ ਦੀ ਅਗਵਾਈ ਵਿੱਚ ਬੁੱਢੇ ਨੂੰ ਪ੍ਰਦੂਸ਼ਣ-ਮੁਕਤ ਬਣਾਉਣ ਲਈ ਵਚਨਬੱਧ ਹੈ। ਉਨ੍ਹਾਂ ਜ਼ੋਰ ਦਿੰਦਿਆਂ ਕਿਹਾ ਕਿ ਇਸ ਮੁਹਿੰਮ ਦੀ ਕਾਮਯਾਬੀ ਲਈ ਸਰਕਾਰ, ਪ੍ਰਸ਼ਾਸਨ ਅਤੇ ਜਨਤਾ ਨੂੰ ਮਿਲਕੇ ਕੰਮ ਕਰਨਾ ਹੋਵੇਗਾ। ਇਸ ਮੌਕੇ 'ਤੇ ਬੈਠਕ ਵਿੱਚ ਸਥਾਨਕ	[625, 1310, 755, 1425]
caption-column: ਮੀਤ ਹੇਅਰ ਨੇ ਅਰਥ ਵਿਵਸਥਾ ਦੇ ਖੇਤਰ ਵਿੱਚ ਕੇਂਦਰ ਸਰਕਾਰ ਦੀ ਅਸਫਲਤਾ ਸਬੰਧੀ ਅੰਕੜੇ ਪੇਸ਼ ਕਰਦਿਆਂ ਕਿਹਾ ਕਿ ਪ੍ਰਤੀ ਜੀਅ ਆਮਦਨ,	[220, 516, 378, 547]
page-number: 5	[860, 41, 884, 88]
issue-date: 11 FEBRUARY, 2025	[771, 89, 886, 103]
